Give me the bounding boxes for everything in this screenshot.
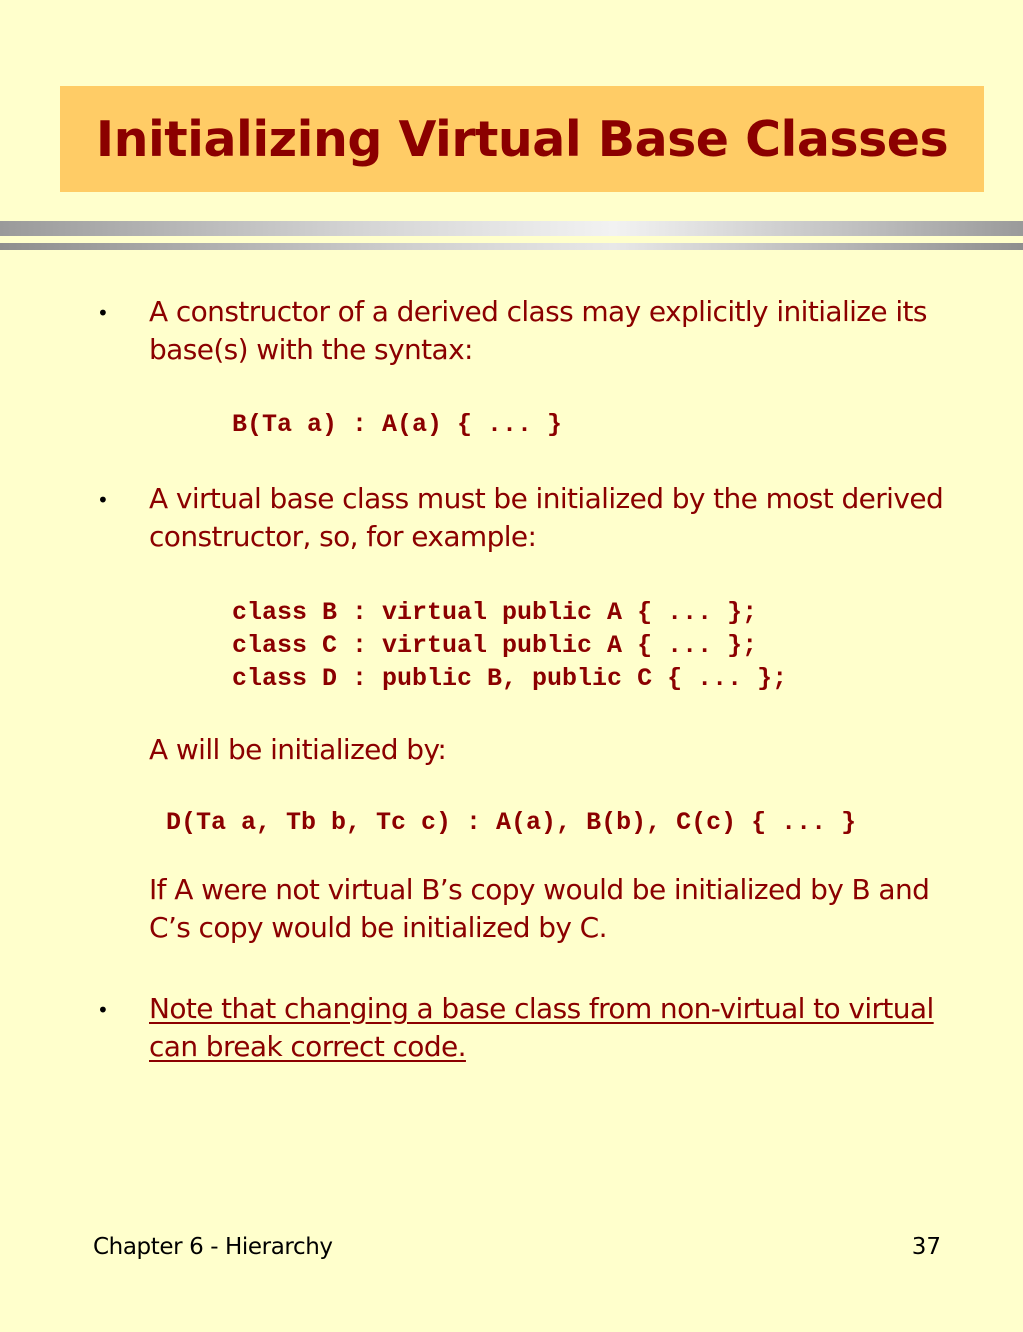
non-virtual-note-line-2: C’s copy would be initialized by C. [149, 911, 607, 944]
bullet-1-line-2: base(s) with the syntax: [149, 333, 473, 366]
footer-page-number: 37 [911, 1234, 941, 1260]
bullet-1-marker: • [97, 301, 109, 325]
code-line-class-d: class D : public B, public C { ... }; [232, 664, 788, 693]
constructor-init-code: D(Ta a, Tb b, Tc c) : A(a), B(b), C(c) { ... } [166, 808, 857, 837]
bullet-2-marker: • [97, 488, 109, 512]
bullet-1-line-1: A constructor of a derived class may explicitly initialize its [149, 295, 927, 328]
slide-title: Initializing Virtual Base Classes [95, 110, 949, 168]
bullet-2-line-1: A virtual base class must be initialized by the most derived [149, 482, 944, 515]
initialized-by-text: A will be initialized by: [149, 733, 447, 766]
bullet-3-line-1: Note that changing a base class from non-virtual to virtual [149, 992, 934, 1025]
bullet-3-marker: • [97, 998, 109, 1022]
bullet-3-line-2: can break correct code. [149, 1030, 466, 1063]
bullet-1-code: B(Ta a) : A(a) { ... } [232, 410, 563, 439]
non-virtual-note-line-1: If A were not virtual B’s copy would be initialized by B and [149, 873, 930, 906]
title-box [60, 86, 984, 192]
divider-rule-top [0, 221, 1023, 236]
code-line-class-b: class B : virtual public A { ... }; [232, 598, 758, 627]
divider-rule-bottom [0, 243, 1023, 250]
footer-chapter: Chapter 6 - Hierarchy [93, 1234, 333, 1260]
code-line-class-c: class C : virtual public A { ... }; [232, 631, 758, 660]
bullet-2-line-2: constructor, so, for example: [149, 520, 537, 553]
